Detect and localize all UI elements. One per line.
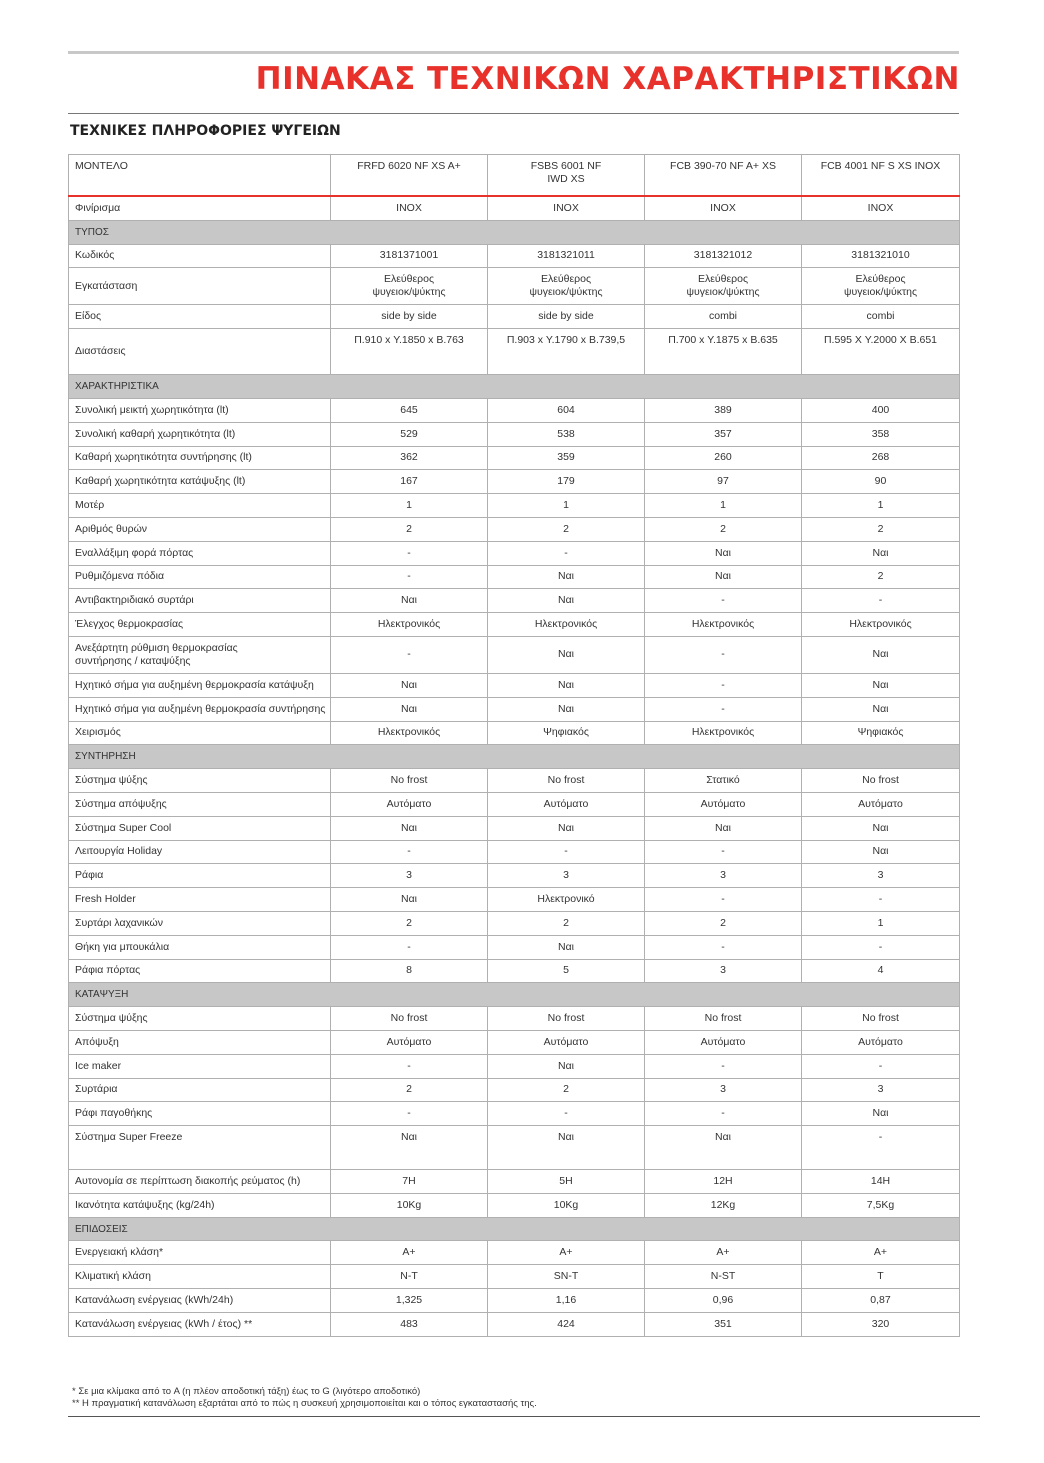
spec-value: Ναι — [488, 673, 645, 697]
spec-label: Σύστημα ψύξης — [69, 1007, 331, 1031]
spec-label: Κωδικός — [69, 244, 331, 268]
spec-row-bottle-holder — [69, 935, 960, 959]
spec-value: - — [645, 636, 802, 673]
spec-value: 90 — [802, 470, 960, 494]
spec-label: Καθαρή χωρητικότητα συντήρησης (lt) — [69, 446, 331, 470]
spec-value: 7H — [331, 1170, 488, 1194]
spec-value: Ναι — [645, 565, 802, 589]
top-divider — [68, 51, 959, 54]
spec-value: No frost — [331, 1007, 488, 1031]
spec-value: 483 — [331, 1312, 488, 1336]
spec-value: 529 — [331, 422, 488, 446]
spec-label: Σύστημα Super Cool — [69, 816, 331, 840]
spec-value: 14H — [802, 1170, 960, 1194]
spec-value: Ναι — [331, 888, 488, 912]
spec-row-climate-class — [69, 1265, 960, 1289]
spec-value: Ελεύθερος ψυγειοκ/ψύκτης — [645, 268, 802, 305]
spec-value: INOX — [645, 196, 802, 220]
spec-label: Συρτάρι λαχανικών — [69, 911, 331, 935]
spec-value: - — [331, 840, 488, 864]
spec-label: Χειρισμός — [69, 721, 331, 745]
spec-row-antibacterial-drawer — [69, 589, 960, 613]
spec-row-install — [69, 268, 960, 305]
spec-value: 1 — [331, 494, 488, 518]
spec-value: 2 — [488, 911, 645, 935]
spec-label: Αριθμός θυρών — [69, 517, 331, 541]
spec-value: - — [331, 565, 488, 589]
spec-value: - — [331, 935, 488, 959]
spec-value: 645 — [331, 398, 488, 422]
footnote-actual-consumption: ** Η πραγματική κατανάλωση εξαρτάται από το πώς η συσκευή χρησιμοποιείται και ο τόπος εγκαταστασής της. — [72, 1398, 537, 1409]
spec-value: A+ — [331, 1241, 488, 1265]
spec-value: Ελεύθερος ψυγειοκ/ψύκτης — [331, 268, 488, 305]
spec-label: Κατανάλωση ενέργειας (kWh / έτος) ** — [69, 1312, 331, 1336]
spec-value: Ναι — [802, 816, 960, 840]
spec-label: Ενεργειακή κλάση* — [69, 1241, 331, 1265]
section-header: ΧΑΡΑΚΤΗΡΙΣΤΙΚΑ — [69, 375, 960, 399]
spec-value: 604 — [488, 398, 645, 422]
spec-label: Ράφια — [69, 864, 331, 888]
spec-value: Ηλεκτρονικός — [488, 613, 645, 637]
spec-row-energy-consumption-day — [69, 1289, 960, 1313]
page-title: ΠΙΝΑΚΑΣ ΤΕΧΝΙΚΩΝ ΧΑΡΑΚΤΗΡΙΣΤΙΚΩΝ — [255, 61, 960, 97]
spec-value: A+ — [802, 1241, 960, 1265]
spec-value: - — [488, 1102, 645, 1126]
spec-value: 97 — [645, 470, 802, 494]
spec-label: Εγκατάσταση — [69, 268, 331, 305]
spec-value: - — [645, 697, 802, 721]
spec-value: 362 — [331, 446, 488, 470]
spec-row-doors — [69, 517, 960, 541]
spec-label: Ηχητικό σήμα για αυξημένη θερμοκρασία συντήρησης — [69, 697, 331, 721]
spec-value: - — [488, 840, 645, 864]
model-name-cell: FSBS 6001 NF IWD XS — [488, 155, 645, 197]
spec-value: A+ — [488, 1241, 645, 1265]
spec-label: Κατανάλωση ενέργειας (kWh/24h) — [69, 1289, 331, 1313]
spec-value: Ναι — [802, 673, 960, 697]
spec-value: 3181321012 — [645, 244, 802, 268]
spec-row-alarm-freezer — [69, 673, 960, 697]
section-header: ΣΥΝΤΗΡΗΣΗ — [69, 745, 960, 769]
spec-value: Αυτόματο — [802, 792, 960, 816]
spec-value: Ελεύθερος ψυγειοκ/ψύκτης — [488, 268, 645, 305]
spec-value: N-T — [331, 1265, 488, 1289]
spec-value: No frost — [488, 769, 645, 793]
spec-value: 7,5Kg — [802, 1193, 960, 1217]
spec-label: Λειτουργία Holiday — [69, 840, 331, 864]
spec-value: Στατικό — [645, 769, 802, 793]
spec-label: Φινίρισμα — [69, 196, 331, 220]
spec-value: A+ — [645, 1241, 802, 1265]
spec-value: 359 — [488, 446, 645, 470]
spec-value: 3 — [802, 864, 960, 888]
spec-value: Ψηφιακός — [802, 721, 960, 745]
section-subtitle: ΤΕΧΝΙΚΕΣ ΠΛΗΡΟΦΟΡΙΕΣ ΨΥΓΕΙΩΝ — [70, 123, 341, 139]
spec-value: 3 — [331, 864, 488, 888]
spec-value: 2 — [488, 1078, 645, 1102]
spec-value: Ναι — [488, 697, 645, 721]
spec-value: 0,87 — [802, 1289, 960, 1313]
bottom-divider — [68, 1416, 980, 1417]
spec-value: 167 — [331, 470, 488, 494]
spec-value: 5H — [488, 1170, 645, 1194]
spec-value: - — [802, 589, 960, 613]
spec-label: Είδος — [69, 305, 331, 329]
spec-row-fresh-holder — [69, 888, 960, 912]
spec-value: - — [331, 636, 488, 673]
spec-value: 1 — [488, 494, 645, 518]
spec-value: Π.910 x Υ.1850 x Β.763 — [331, 329, 488, 375]
spec-value: Ηλεκτρονικός — [645, 613, 802, 637]
spec-row-alarm-fridge — [69, 697, 960, 721]
spec-row-motor — [69, 494, 960, 518]
spec-value: 3 — [645, 959, 802, 983]
section-row-performance — [69, 1217, 960, 1241]
spec-value: No frost — [488, 1007, 645, 1031]
spec-value: - — [645, 673, 802, 697]
spec-row-freezer-defrost — [69, 1030, 960, 1054]
spec-row-power-outage-autonomy — [69, 1170, 960, 1194]
spec-value: side by side — [331, 305, 488, 329]
spec-value: 2 — [331, 517, 488, 541]
spec-value: 424 — [488, 1312, 645, 1336]
spec-row-door-shelves — [69, 959, 960, 983]
spec-row-reversible-door — [69, 541, 960, 565]
spec-value: Αυτόματο — [331, 1030, 488, 1054]
section-header: ΚΑΤΑΨΥΞΗ — [69, 983, 960, 1007]
spec-value: 389 — [645, 398, 802, 422]
spec-label: Αντιβακτηριδιακό συρτάρι — [69, 589, 331, 613]
spec-value: 12H — [645, 1170, 802, 1194]
spec-label: Συνολική μεικτή χωρητικότητα (lt) — [69, 398, 331, 422]
spec-value: Π.700 x Υ.1875 x Β.635 — [645, 329, 802, 375]
spec-value: Ναι — [802, 697, 960, 721]
section-row-type — [69, 220, 960, 244]
spec-value: 2 — [488, 517, 645, 541]
spec-value: SN-T — [488, 1265, 645, 1289]
spec-value: Ναι — [331, 673, 488, 697]
spec-value: - — [645, 1054, 802, 1078]
spec-value: Ηλεκτρονικός — [645, 721, 802, 745]
spec-value: Ελεύθερος ψυγειοκ/ψύκτης — [802, 268, 960, 305]
spec-row-finish — [69, 196, 960, 220]
spec-value: - — [802, 1054, 960, 1078]
spec-value: Ναι — [488, 935, 645, 959]
spec-label: Σύστημα Super Freeze — [69, 1126, 331, 1170]
spec-value: 1,16 — [488, 1289, 645, 1313]
spec-value: 320 — [802, 1312, 960, 1336]
spec-value: Αυτόματο — [645, 792, 802, 816]
spec-label: Μοτέρ — [69, 494, 331, 518]
spec-row-controls — [69, 721, 960, 745]
spec-row-cooling-system — [69, 769, 960, 793]
spec-row-super-freeze — [69, 1126, 960, 1170]
spec-value: 4 — [802, 959, 960, 983]
spec-value: 2 — [645, 911, 802, 935]
spec-value: Ναι — [488, 816, 645, 840]
spec-row-super-cool — [69, 816, 960, 840]
spec-value: 179 — [488, 470, 645, 494]
title-divider — [68, 113, 959, 114]
spec-table-body — [69, 155, 960, 1337]
spec-value: 2 — [802, 565, 960, 589]
spec-label: Θήκη για μπουκάλια — [69, 935, 331, 959]
spec-row-net — [69, 422, 960, 446]
spec-value: - — [488, 541, 645, 565]
spec-label: Ice maker — [69, 1054, 331, 1078]
model-header-row — [69, 155, 960, 197]
spec-value: 1,325 — [331, 1289, 488, 1313]
spec-label: Απόψυξη — [69, 1030, 331, 1054]
spec-value: Ηλεκτρονικό — [488, 888, 645, 912]
spec-label: Σύστημα ψύξης — [69, 769, 331, 793]
spec-row-defrost-system — [69, 792, 960, 816]
spec-row-holiday-mode — [69, 840, 960, 864]
spec-value: 351 — [645, 1312, 802, 1336]
spec-value: 358 — [802, 422, 960, 446]
spec-row-ice-maker — [69, 1054, 960, 1078]
spec-row-code — [69, 244, 960, 268]
spec-row-temperature-control — [69, 613, 960, 637]
spec-row-energy-class — [69, 1241, 960, 1265]
spec-label: Καθαρή χωρητικότητα κατάψυξης (lt) — [69, 470, 331, 494]
spec-value: Ναι — [488, 1126, 645, 1170]
spec-label: Ρυθμιζόμενα πόδια — [69, 565, 331, 589]
spec-value: Αυτόματο — [331, 792, 488, 816]
spec-value: Ναι — [802, 541, 960, 565]
spec-value: 8 — [331, 959, 488, 983]
spec-value: 2 — [331, 911, 488, 935]
spec-value: N-ST — [645, 1265, 802, 1289]
spec-value: 3181321010 — [802, 244, 960, 268]
section-header: ΤΥΠΟΣ — [69, 220, 960, 244]
spec-value: Αυτόματο — [488, 792, 645, 816]
spec-label: Διαστάσεις — [69, 329, 331, 375]
spec-value: Ναι — [645, 541, 802, 565]
spec-row-kind — [69, 305, 960, 329]
section-row-freezer — [69, 983, 960, 1007]
spec-value: Ναι — [331, 589, 488, 613]
spec-value: No frost — [645, 1007, 802, 1031]
footnotes — [72, 1386, 537, 1410]
spec-value: 538 — [488, 422, 645, 446]
spec-value: 3 — [645, 1078, 802, 1102]
spec-row-freezer-drawers — [69, 1078, 960, 1102]
model-name-cell: FCB 390-70 NF A+ XS — [645, 155, 802, 197]
spec-row-vegetable-drawer — [69, 911, 960, 935]
spec-label: Κλιματική κλάση — [69, 1265, 331, 1289]
spec-value: Αυτόματο — [645, 1030, 802, 1054]
spec-value: - — [645, 1102, 802, 1126]
spec-value: Π.903 x Υ.1790 x Β.739,5 — [488, 329, 645, 375]
spec-value: INOX — [488, 196, 645, 220]
spec-label: Σύστημα απόψυξης — [69, 792, 331, 816]
spec-value: combi — [645, 305, 802, 329]
spec-value: 260 — [645, 446, 802, 470]
spec-value: - — [645, 840, 802, 864]
spec-value: Π.595 X Υ.2000 X Β.651 — [802, 329, 960, 375]
spec-value: Ναι — [331, 816, 488, 840]
spec-value: Αυτόματο — [488, 1030, 645, 1054]
spec-row-energy-consumption-year — [69, 1312, 960, 1336]
spec-label: Ανεξάρτητη ρύθμιση θερμοκρασίας συντήρησης / καταψύξης — [69, 636, 331, 673]
spec-value: 1 — [802, 494, 960, 518]
spec-value: 1 — [645, 494, 802, 518]
spec-value: - — [645, 935, 802, 959]
spec-value: Ηλεκτρονικός — [331, 721, 488, 745]
spec-row-independent-temperature — [69, 636, 960, 673]
footnote-energy-scale: * Σε μια κλίμακα από το A (η πλέον αποδοτική τάξη) έως το G (λιγότερο αποδοτικό) — [72, 1386, 421, 1397]
spec-value: Ναι — [488, 565, 645, 589]
spec-label: Ικανότητα κατάψυξης (kg/24h) — [69, 1193, 331, 1217]
spec-row-freezer-cooling-system — [69, 1007, 960, 1031]
spec-value: Ναι — [645, 1126, 802, 1170]
spec-value: Ναι — [488, 589, 645, 613]
spec-value: 3181371001 — [331, 244, 488, 268]
spec-value: INOX — [331, 196, 488, 220]
spec-value: 5 — [488, 959, 645, 983]
spec-value: 357 — [645, 422, 802, 446]
spec-row-dims — [69, 329, 960, 375]
spec-row-freezer-net — [69, 470, 960, 494]
spec-value: Ναι — [488, 1054, 645, 1078]
spec-value: 10Kg — [488, 1193, 645, 1217]
spec-value: 2 — [645, 517, 802, 541]
spec-label: Ράφια πόρτας — [69, 959, 331, 983]
spec-label: Έλεγχος θερμοκρασίας — [69, 613, 331, 637]
spec-value: 400 — [802, 398, 960, 422]
spec-label: Fresh Holder — [69, 888, 331, 912]
spec-value: 3181321011 — [488, 244, 645, 268]
spec-value: 2 — [331, 1078, 488, 1102]
spec-label: Εναλλάξιμη φορά πόρτας — [69, 541, 331, 565]
spec-row-freezing-capacity — [69, 1193, 960, 1217]
spec-value: No frost — [802, 769, 960, 793]
spec-value: - — [802, 888, 960, 912]
spec-value: combi — [802, 305, 960, 329]
section-row-features — [69, 375, 960, 399]
spec-value: Ναι — [331, 697, 488, 721]
spec-value: Αυτόματο — [802, 1030, 960, 1054]
spec-value: - — [645, 888, 802, 912]
spec-value: T — [802, 1265, 960, 1289]
section-row-maintenance — [69, 745, 960, 769]
spec-row-fridge-net — [69, 446, 960, 470]
spec-value: - — [331, 1054, 488, 1078]
spec-row-ice-tray-shelf — [69, 1102, 960, 1126]
spec-value: 1 — [802, 911, 960, 935]
spec-label: Ηχητικό σήμα για αυξημένη θερμοκρασία κατάψυξη — [69, 673, 331, 697]
spec-value: 10Kg — [331, 1193, 488, 1217]
spec-value: - — [802, 935, 960, 959]
spec-value: Ναι — [802, 1102, 960, 1126]
spec-value: No frost — [802, 1007, 960, 1031]
spec-label: Συνολική καθαρή χωρητικότητα (lt) — [69, 422, 331, 446]
model-name-cell: FCB 4001 NF S XS INOX — [802, 155, 960, 197]
spec-value: - — [645, 589, 802, 613]
spec-table — [68, 154, 960, 1337]
spec-label: Συρτάρια — [69, 1078, 331, 1102]
section-header: ΕΠΙΔΟΣΕΙΣ — [69, 1217, 960, 1241]
spec-value: Ναι — [645, 816, 802, 840]
spec-value: INOX — [802, 196, 960, 220]
spec-label: Αυτονομία σε περίπτωση διακοπής ρεύματος (h) — [69, 1170, 331, 1194]
spec-value: Ψηφιακός — [488, 721, 645, 745]
model-header-label: ΜΟΝΤΕΛΟ — [69, 155, 331, 197]
model-name-cell: FRFD 6020 NF XS A+ — [331, 155, 488, 197]
spec-row-gross — [69, 398, 960, 422]
spec-row-shelves — [69, 864, 960, 888]
spec-value: 2 — [802, 517, 960, 541]
spec-value: Ναι — [488, 636, 645, 673]
spec-value: 3 — [645, 864, 802, 888]
spec-value: - — [331, 541, 488, 565]
spec-value: 3 — [802, 1078, 960, 1102]
spec-value: Ναι — [802, 636, 960, 673]
spec-row-adjustable-feet — [69, 565, 960, 589]
spec-value: - — [331, 1102, 488, 1126]
spec-value: 3 — [488, 864, 645, 888]
spec-value: Ηλεκτρονικός — [331, 613, 488, 637]
spec-value: 268 — [802, 446, 960, 470]
spec-value: Ναι — [802, 840, 960, 864]
spec-value: Ναι — [331, 1126, 488, 1170]
spec-value: No frost — [331, 769, 488, 793]
spec-value: 0,96 — [645, 1289, 802, 1313]
spec-value: 12Kg — [645, 1193, 802, 1217]
spec-label: Ράφι παγοθήκης — [69, 1102, 331, 1126]
spec-value: Ηλεκτρονικός — [802, 613, 960, 637]
spec-value: - — [802, 1126, 960, 1170]
spec-value: side by side — [488, 305, 645, 329]
